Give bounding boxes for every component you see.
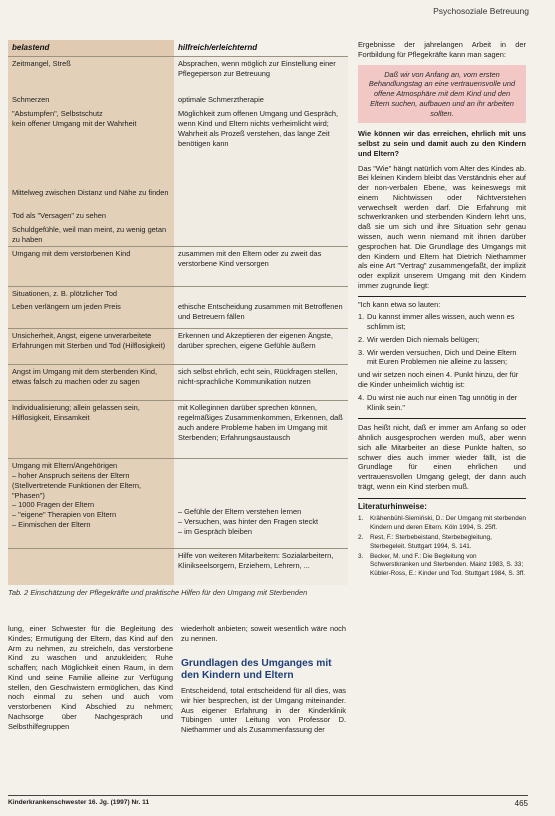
cell-left: Leben verlängern um jeden Preis — [12, 302, 121, 311]
cell-left: Unsicherheit, Angst, eigene unverarbeitete Erfahrungen mit Sterben und Tod (Hilflosigkeit) — [12, 331, 166, 350]
reference-number: 1. — [358, 515, 364, 523]
literature-title: Literaturhinweise: — [358, 498, 526, 513]
reference-text: Becker, M. und F.: Die Begleitung von Schwerstkranken und Sterbenden. Mainz 1983, S. 33; Kübler-Ross, E.: Kinder und Tod. Stuttgart 1984, S. 3ff. — [370, 552, 526, 577]
cell-right: zusammen mit den Eltern oder zu zweit das verstorbene Kind versorgen — [178, 249, 322, 268]
page-footer — [8, 795, 528, 808]
reference-text: Rest, F.: Sterbebeistand, Sterbebegleitung, Sterbegeleit. Stuttgart 1994, S. 141. — [370, 534, 492, 550]
table-row — [8, 223, 348, 246]
col2-paragraph: Entscheidend, total entscheidend für all dies, was wir hier besprechen, ist der Umgang miteinander. Aus eigener Erfahrung in der Kinderklinik Tübingen unter Leitung von Professor D. Niethammer und als Zusammenfassung der — [181, 686, 346, 735]
page-number: 465 — [514, 799, 528, 808]
list-item — [358, 312, 526, 332]
table-row — [8, 328, 348, 364]
contract-intro: "Ich kann etwa so lauten: — [358, 299, 441, 309]
col3-paragraph: Das "Wie" hängt natürlich vom Alter des Kindes ab. Bei kleinen Kindern bleibt das Verständnis eher auf der non-verbalen Ebene, was keineswegs mit einem Nichtwissen oder Nichtverstehen verwechselt werden darf. Die Erfahrung mit schwerkranken und sterbenden Kindern lehrt uns, daß sie um sich und ihre Situation sehr genau wissen, auch wenn niemand mit ihnen darüber gesprochen hat. Die Grundlage des Umgangs mit den Kindern und Eltern hat Dietrich Niethammer als eine Art "Vertrag" zusammengefaßt, der implizit oder explizit unserem Umgang mit den Kindern immer zugrunde liegt: — [358, 163, 526, 290]
cell-right: sich selbst ehrlich, echt sein, Rückfragen stellen, nicht-sprachliche Kommunikation nutzen — [178, 367, 338, 386]
cell-left: Schmerzen — [12, 95, 50, 104]
header-belastend: belastend — [8, 40, 174, 56]
cell-right: mit Kolleginnen darüber sprechen können, regelmäßiges Zusammenkommen, Erkennen, daß auch andere Probleme haben im Umgang mit Sterbenden; Erfahrungsaustausch — [178, 403, 343, 442]
running-header: Psychosoziale Betreuung — [433, 6, 529, 16]
cell-left: Tod als "Versagen" zu sehen — [12, 211, 106, 220]
reference-text: Krähenbühl-Siemiński, D.: Der Umgang mit sterbenden Kindern und deren Eltern. Köln 1994, S. 25ff. — [370, 515, 526, 531]
journal-citation: Kinderkrankenschwester 16. Jg. (1997) Nr. 11 — [8, 799, 150, 806]
col2-top-text: wiederholt anbieten; soweit wesentlich wäre noch zu nennen. — [181, 624, 346, 643]
cell-right: Erkennen und Akzeptieren der eigenen Ängste, darüber sprechen, eigene Gefühle äußern — [178, 331, 333, 350]
reference-number: 2. — [358, 534, 364, 542]
reference-item — [358, 534, 526, 551]
reference-item — [358, 515, 526, 532]
header-hilfreich: hilfreich/erleichternd — [174, 40, 348, 56]
table-row — [8, 300, 348, 326]
cell-right: ethische Entscheidung zusammen mit Betroffenen und Betreuern fällen — [178, 302, 343, 321]
reference-item — [358, 553, 526, 578]
cell-right: – Gefühle der Eltern verstehen lernen – Versuchen, was hinter den Fragen steckt – im Gespräch bleiben — [178, 507, 319, 536]
list-item — [358, 393, 526, 413]
list-item-text: Wir werden Dich niemals belügen; — [367, 334, 480, 344]
list-item-number: 4. — [358, 392, 365, 402]
body-column-1: lung, einer Schwester für die Begleitung des Kindes; Ermutigung der Eltern, das Kind auf den Arm zu nehmen, zu streicheln, das verstorbene Kind zu waschen und anzukleiden; Ruhe schaffen; nach Möglichkeit einen Raum, in dem Kind und seine Familie alleine zur Verfügung stellen, den Geschwistern ermöglichen, das Kind noch einmal zu sehen und auch vom verstorbenen Kind Abschied zu nehmen; Nachsorge über Nachgespräch und Selbsthilfegruppen — [8, 624, 173, 731]
table-care-assessment — [8, 40, 348, 585]
list-item — [358, 348, 526, 368]
body-column-3 — [358, 40, 526, 580]
table-row — [8, 548, 348, 585]
cell-right: Absprachen, wenn möglich zur Einstellung einer Pflegeperson zur Betreuung — [178, 59, 336, 78]
cell-right: optimale Schmerztherapie — [178, 95, 264, 104]
table-row — [8, 209, 348, 223]
list-item-text: Du wirst nie auch nur einen Tag unnötig in der Klinik sein." — [367, 392, 518, 412]
cell-left: Situationen, z. B. plötzlicher Tod — [12, 289, 118, 298]
cell-right: Möglichkeit zum offenen Umgang und Gespräch, wenn Kind und Eltern nichts verheimlicht wird; Wahrheit als Prozeß verstehen, das lange Zeit benötigen kann — [178, 109, 339, 148]
cell-left: Mittelweg zwischen Distanz und Nähe zu finden — [12, 188, 169, 197]
col3-question: Wie können wir das erreichen, ehrlich mit uns selbst zu sein und damit auch zu den Kindern und Eltern? — [358, 129, 526, 158]
table-row — [8, 246, 348, 286]
table-row — [8, 286, 348, 300]
highlight-box: Daß wir von Anfang an, vom ersten Behandlungstag an eine vertrauensvolle und offene Atmosphäre mit dem Kind und den Eltern suchen, aufbauen und an ihr arbeiten sollten. — [358, 65, 526, 124]
list-item-text: Wir werden versuchen, Dich und Deine Eltern mit Euren Problemen nie alleine zu lassen; — [367, 347, 517, 367]
list-item-number: 1. — [358, 312, 365, 322]
table-row — [8, 56, 348, 93]
table-row — [8, 400, 348, 458]
cell-left: Umgang mit Eltern/Angehörigen – hoher Anspruch seitens der Eltern (Stellvertretende Funktionen der Eltern, "Phasen") – 1000 Fragen der Eltern – "eigene" Therapien von Eltern – Einmischen der Eltern — [12, 461, 141, 530]
table-row — [8, 107, 348, 168]
table-header — [8, 40, 348, 56]
cell-left: "Abstumpfen", Selbstschutz kein offener Umgang mit der Wahrheit — [12, 109, 137, 128]
reference-number: 3. — [358, 552, 364, 560]
col3-closing-paragraph: Das heißt nicht, daß er immer am Anfang so oder ähnlich ausgesprochen werden muß, aber wenn sich alle Mitarbeiter an diese Punkte halten, so schwer dies auch immer wieder fällt, ist die Grundlage für einen ehrlichen und vertrauensvollen Umgang gelegt, der dann auch trägt, wenn ein Kind sterben muß. — [358, 423, 526, 491]
cell-left: Umgang mit dem verstorbenen Kind — [12, 249, 131, 258]
cell-left: Angst im Umgang mit dem sterbenden Kind, etwas falsch zu machen oder zu sagen — [12, 367, 158, 386]
cell-right: Hilfe von weiteren Mitarbeitern: Sozialarbeitern, Klinikseelsorgern, Erziehern, Lehrern, ... — [178, 551, 334, 570]
contract-list — [358, 296, 526, 420]
list-item-text: Du kannst immer alles wissen, auch wenn es schlimm ist; — [367, 312, 515, 332]
table-caption: Tab. 2 Einschätzung der Pflegekräfte und praktische Hilfen für den Umgang mit Sterbenden — [8, 588, 308, 597]
cell-left: Individualisierung; allein gelassen sein, Hilflosigkeit, Einsamkeit — [12, 403, 140, 422]
body-column-2 — [181, 624, 346, 735]
col3-intro: Ergebnisse der jahrelangen Arbeit in der Fortbildung für Pflegekräfte kann man sagen: — [358, 40, 526, 59]
cell-left: Schuldgefühle, weil man meint, zu wenig getan zu haben — [12, 225, 167, 244]
cell-left: Zeitmangel, Streß — [12, 59, 71, 68]
list-item-number: 2. — [358, 334, 365, 344]
table-row — [8, 93, 348, 107]
section-heading: Grundlagen des Umganges mit den Kindern und Eltern — [181, 657, 332, 681]
table-row — [8, 186, 348, 208]
table-row — [8, 364, 348, 400]
table-body — [8, 56, 348, 585]
literature-list — [358, 515, 526, 578]
list-item-number: 3. — [358, 347, 365, 357]
list-item — [358, 335, 526, 345]
table-row — [8, 458, 348, 548]
contract-mid-text: und wir setzen noch einen 4. Punkt hinzu, der für die Kinder unheimlich wichtig ist: — [358, 370, 519, 389]
